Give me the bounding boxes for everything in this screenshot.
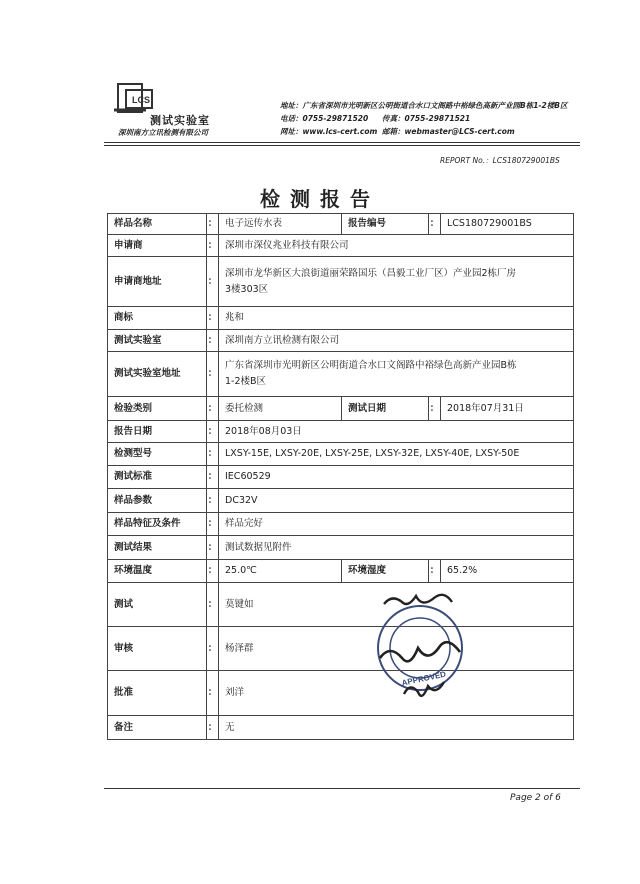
colon: ： [207, 307, 219, 330]
lcs-logo [112, 82, 156, 116]
value-approver: 刘洋 [219, 671, 574, 716]
row-params [108, 489, 574, 513]
label-applicant: 申请商 [108, 235, 207, 257]
value-reviewer: 杨泽群 [219, 627, 574, 671]
colon: ： [207, 536, 219, 560]
label-approver: 批准 [108, 671, 207, 716]
label-standard: 测试标准 [108, 466, 207, 489]
row-applicant [108, 235, 574, 257]
row-remark [108, 716, 574, 740]
page-title: 检测报告 [260, 187, 380, 211]
report-number-top: REPORT No.：LCS180729001BS [440, 156, 560, 165]
label-report-date: 报告日期 [108, 421, 207, 443]
value-remark: 无 [219, 716, 574, 740]
colon: ： [207, 397, 219, 421]
colon: ： [207, 214, 219, 235]
value-test-lab: 深圳南方立讯检测有限公司 [219, 330, 574, 352]
colon: ： [207, 443, 219, 466]
row-tester [108, 583, 574, 627]
colon: ： [429, 214, 441, 235]
row-result [108, 536, 574, 560]
value-condition: 样品完好 [219, 513, 574, 536]
colon: ： [207, 583, 219, 627]
stamp-text: APPROVED [400, 669, 447, 688]
value-env-temp: 25.0℃ [219, 560, 342, 583]
colon: ： [207, 352, 219, 397]
value-standard: IEC60529 [219, 466, 574, 489]
colon: ： [429, 560, 441, 583]
colon: ： [207, 513, 219, 536]
colon: ： [207, 235, 219, 257]
label-env-humidity: 环境湿度 [342, 560, 429, 583]
colon: ： [207, 421, 219, 443]
row-report-date [108, 421, 574, 443]
header-fax: 传真：0755-29871521 [382, 114, 471, 123]
value-model: LXSY-15E, LXSY-20E, LXSY-25E, LXSY-32E, LXSY-40E, LXSY-50E [219, 443, 574, 466]
row-test-lab [108, 330, 574, 352]
lab-name: 测试实验室 [150, 114, 210, 127]
label-condition: 样品特征及条件 [108, 513, 207, 536]
page-number: Page 2 of 6 [510, 793, 561, 803]
header-phone: 电话：0755-29871520 [280, 114, 369, 123]
value-result: 测试数据见附件 [219, 536, 574, 560]
header-rule [104, 142, 580, 143]
value-report-date: 2018年08月03日 [219, 421, 574, 443]
value-sample-name: 电子远传水表 [219, 214, 342, 235]
value-params: DC32V [219, 489, 574, 513]
value-env-humidity: 65.2% [441, 560, 574, 583]
value-test-type: 委托检测 [219, 397, 342, 421]
colon: ： [207, 489, 219, 513]
row-approver [108, 671, 574, 716]
row-test-lab-address [108, 352, 574, 397]
label-test-date: 测试日期 [342, 397, 429, 421]
label-test-lab-address: 测试实验室地址 [108, 352, 207, 397]
label-tester: 测试 [108, 583, 207, 627]
colon: ： [207, 716, 219, 740]
value-applicant: 深圳市深仪兆业科技有限公司 [219, 235, 574, 257]
row-applicant-address [108, 257, 574, 307]
header-rule-thin [104, 145, 580, 146]
header-contact [280, 99, 567, 138]
header-website: 网址：www.lcs-cert.com [280, 127, 378, 136]
label-trademark: 商标 [108, 307, 207, 330]
label-result: 测试结果 [108, 536, 207, 560]
label-report-number: 报告编号 [342, 214, 429, 235]
label-reviewer: 审核 [108, 627, 207, 671]
label-test-lab: 测试实验室 [108, 330, 207, 352]
row-standard [108, 466, 574, 489]
header-address: 地址：广东省深圳市光明新区公明街道合水口文阁路中裕绿色高新产业园B栋1-2楼B区 [280, 101, 568, 110]
label-sample-name: 样品名称 [108, 214, 207, 235]
label-test-type: 检验类别 [108, 397, 207, 421]
label-params: 样品参数 [108, 489, 207, 513]
row-condition [108, 513, 574, 536]
header-email: 邮箱：webmaster@LCS-cert.com [382, 127, 515, 136]
colon: ： [207, 330, 219, 352]
colon: ： [207, 671, 219, 716]
tester-signature [384, 595, 452, 604]
value-trademark: 兆和 [219, 307, 574, 330]
row-reviewer [108, 627, 574, 671]
row-model [108, 443, 574, 466]
report-table [107, 213, 574, 740]
colon: ： [207, 257, 219, 307]
value-test-lab-address: 广东省深圳市光明新区公明街道合水口文阁路中裕绿色高新产业园B栋 1-2楼B区 [219, 352, 574, 397]
value-test-date: 2018年07月31日 [441, 397, 574, 421]
colon: ： [207, 627, 219, 671]
approval-stamp [370, 578, 480, 718]
row-environment [108, 560, 574, 583]
footer-rule [104, 788, 580, 789]
row-sample-name [108, 214, 574, 235]
label-applicant-address: 申请商地址 [108, 257, 207, 307]
colon: ： [429, 397, 441, 421]
colon: ： [207, 560, 219, 583]
colon: ： [207, 466, 219, 489]
value-report-number: LCS180729001BS [441, 214, 574, 235]
lab-company: 深圳南方立讯检测有限公司 [118, 128, 208, 137]
row-test-type [108, 397, 574, 421]
label-remark: 备注 [108, 716, 207, 740]
label-model: 检测型号 [108, 443, 207, 466]
value-tester: 莫键如 [219, 583, 574, 627]
value-applicant-address: 深圳市龙华新区大浪街道丽荣路国乐（昌毅工业厂区）产业园2栋厂房 3楼303区 [219, 257, 574, 307]
logo-text: LCS [132, 95, 150, 105]
row-trademark [108, 307, 574, 330]
label-env-temp: 环境温度 [108, 560, 207, 583]
